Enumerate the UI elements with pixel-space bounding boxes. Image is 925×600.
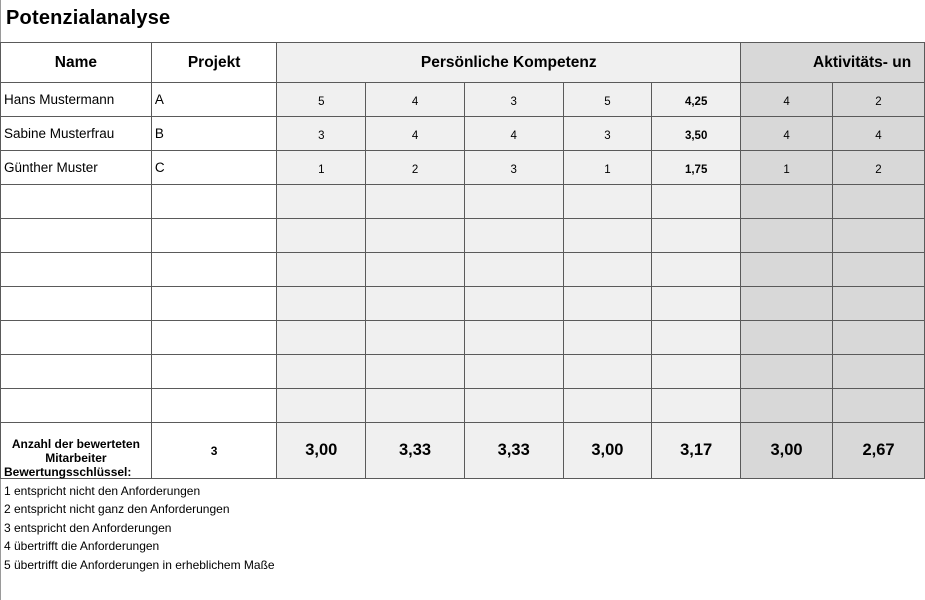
rating-cell[interactable] (563, 287, 652, 321)
rating-key-item: 5 übertrifft die Anforderungen in erheblichem Maße (4, 557, 275, 572)
name-cell[interactable] (1, 253, 152, 287)
rating-cell[interactable] (366, 253, 465, 287)
summary-value-cell[interactable]: 3,00 (563, 423, 652, 479)
potential-analysis-table (0, 42, 925, 479)
rating-cell[interactable] (464, 219, 563, 253)
projekt-cell[interactable] (151, 287, 277, 321)
summary-count-cell[interactable]: 3 (151, 423, 277, 479)
table-row (1, 151, 925, 185)
empty-table-row (1, 389, 925, 423)
rating-cell[interactable]: 3 (464, 151, 563, 185)
name-cell[interactable]: Hans Mustermann (1, 83, 152, 117)
rating-cell[interactable] (833, 253, 925, 287)
rating-cell[interactable] (366, 321, 465, 355)
projekt-cell[interactable]: A (151, 83, 277, 117)
empty-table-row (1, 253, 925, 287)
name-cell[interactable]: Sabine Musterfrau (1, 117, 152, 151)
empty-table-row (1, 355, 925, 389)
rating-cell[interactable]: 3 (464, 83, 563, 117)
rating-cell[interactable] (464, 185, 563, 219)
rating-cell[interactable]: 4 (833, 117, 925, 151)
name-cell[interactable] (1, 321, 152, 355)
rating-cell[interactable] (277, 287, 366, 321)
rating-cell[interactable]: 2 (366, 151, 465, 185)
column-header-aktivitaets-kompetenz[interactable]: Aktivitäts- un (741, 43, 925, 83)
rating-cell[interactable] (464, 321, 563, 355)
summary-average-cell[interactable]: 3,17 (652, 423, 741, 479)
rating-cell[interactable] (833, 219, 925, 253)
summary-value-cell[interactable]: 3,33 (464, 423, 563, 479)
rating-cell[interactable] (366, 219, 465, 253)
rating-key-title: Bewertungsschlüssel: (4, 465, 132, 479)
empty-table-row (1, 185, 925, 219)
rating-cell[interactable] (277, 219, 366, 253)
summary-value-cell[interactable]: 3,33 (366, 423, 465, 479)
rating-cell[interactable]: 4 (741, 117, 833, 151)
projekt-cell[interactable] (151, 321, 277, 355)
rating-cell[interactable]: 4 (741, 83, 833, 117)
projekt-cell[interactable]: B (151, 117, 277, 151)
rating-cell[interactable]: 3 (563, 117, 652, 151)
name-cell[interactable] (1, 389, 152, 423)
projekt-cell[interactable] (151, 219, 277, 253)
rating-cell[interactable] (833, 185, 925, 219)
header-row (1, 43, 925, 83)
average-cell[interactable] (652, 253, 741, 287)
rating-key (4, 463, 275, 574)
rating-cell[interactable] (464, 253, 563, 287)
rating-cell[interactable] (366, 389, 465, 423)
name-cell[interactable] (1, 185, 152, 219)
rating-cell[interactable] (563, 219, 652, 253)
rating-cell[interactable] (464, 389, 563, 423)
rating-cell[interactable] (277, 355, 366, 389)
rating-cell[interactable] (366, 355, 465, 389)
rating-cell[interactable] (277, 253, 366, 287)
rating-cell[interactable]: 4 (366, 117, 465, 151)
rating-cell[interactable]: 1 (277, 151, 366, 185)
rating-cell[interactable]: 2 (833, 151, 925, 185)
rating-cell[interactable] (741, 389, 833, 423)
rating-key-item: 4 übertrifft die Anforderungen (4, 539, 160, 553)
projekt-cell[interactable] (151, 185, 277, 219)
average-cell[interactable]: 1,75 (652, 151, 741, 185)
rating-cell[interactable] (563, 321, 652, 355)
projekt-cell[interactable]: C (151, 151, 277, 185)
rating-cell[interactable]: 2 (833, 83, 925, 117)
name-cell[interactable] (1, 355, 152, 389)
rating-cell[interactable] (741, 355, 833, 389)
sheet-title: Potenzialanalyse (6, 7, 171, 29)
rating-cell[interactable] (464, 355, 563, 389)
rating-cell[interactable] (563, 355, 652, 389)
rating-cell[interactable] (833, 355, 925, 389)
rating-cell[interactable] (464, 287, 563, 321)
data-rows (1, 83, 925, 423)
column-header-projekt[interactable]: Projekt (151, 43, 277, 83)
column-header-name[interactable]: Name (1, 43, 152, 83)
rating-cell[interactable] (277, 185, 366, 219)
rating-cell[interactable] (741, 185, 833, 219)
rating-cell[interactable]: 5 (563, 83, 652, 117)
projekt-cell[interactable] (151, 355, 277, 389)
rating-cell[interactable] (833, 321, 925, 355)
rating-cell[interactable] (563, 185, 652, 219)
rating-cell[interactable]: 4 (366, 83, 465, 117)
empty-table-row (1, 219, 925, 253)
rating-cell[interactable]: 3 (277, 117, 366, 151)
empty-table-row (1, 321, 925, 355)
projekt-cell[interactable] (151, 253, 277, 287)
rating-cell[interactable]: 5 (277, 83, 366, 117)
rating-cell[interactable] (563, 253, 652, 287)
rating-cell[interactable]: 1 (741, 151, 833, 185)
average-cell[interactable]: 3,50 (652, 117, 741, 151)
rating-cell[interactable] (741, 253, 833, 287)
rating-key-item: 3 entspricht den Anforderungen (4, 520, 172, 535)
average-cell[interactable] (652, 355, 741, 389)
rating-cell[interactable] (277, 389, 366, 423)
empty-table-row (1, 287, 925, 321)
rating-cell[interactable] (563, 389, 652, 423)
rating-cell[interactable] (277, 321, 366, 355)
summary-value-cell[interactable]: 2,67 (833, 423, 925, 479)
table-row (1, 117, 925, 151)
name-cell[interactable] (1, 219, 152, 253)
rating-cell[interactable] (741, 287, 833, 321)
rating-key-item: 1 entspricht nicht den Anforderungen (4, 483, 201, 498)
rating-cell[interactable]: 4 (464, 117, 563, 151)
summary-label-cell[interactable]: Anzahl der bewerteten Mitarbeiter (1, 423, 152, 479)
column-header-persoenliche-kompetenz[interactable]: Persönliche Kompetenz (277, 43, 741, 83)
average-cell[interactable] (652, 219, 741, 253)
average-cell[interactable]: 4,25 (652, 83, 741, 117)
summary-value-cell[interactable]: 3,00 (277, 423, 366, 479)
rating-key-item: 2 entspricht nicht ganz den Anforderungen (4, 502, 230, 516)
rating-cell[interactable] (366, 185, 465, 219)
average-cell[interactable] (652, 321, 741, 355)
rating-cell[interactable]: 1 (563, 151, 652, 185)
average-cell[interactable] (652, 185, 741, 219)
projekt-cell[interactable] (151, 389, 277, 423)
summary-value-cell[interactable]: 3,00 (741, 423, 833, 479)
average-cell[interactable] (652, 389, 741, 423)
rating-cell[interactable] (741, 219, 833, 253)
rating-cell[interactable] (366, 287, 465, 321)
name-cell[interactable]: Günther Muster (1, 151, 152, 185)
average-cell[interactable] (652, 287, 741, 321)
table-row (1, 83, 925, 117)
rating-cell[interactable] (833, 287, 925, 321)
rating-cell[interactable] (741, 321, 833, 355)
name-cell[interactable] (1, 287, 152, 321)
rating-cell[interactable] (833, 389, 925, 423)
